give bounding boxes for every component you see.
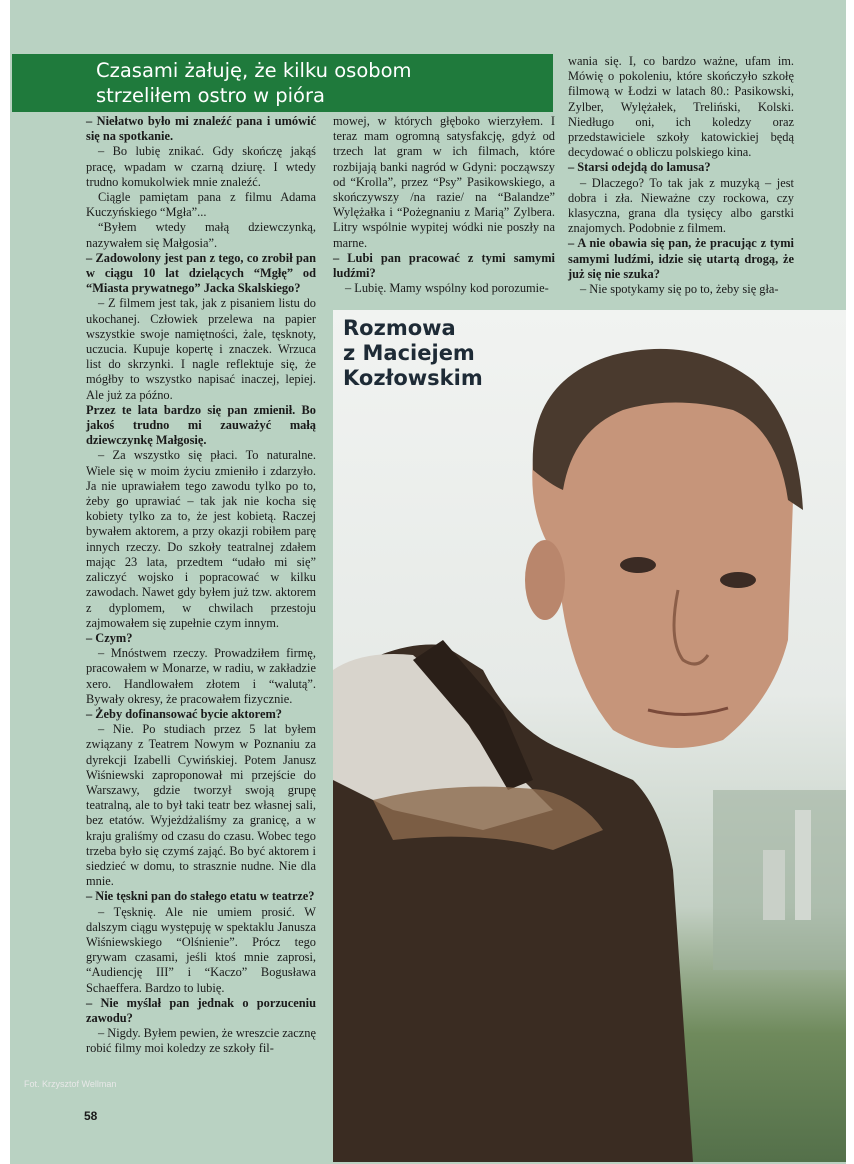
interview-question: – Czym? <box>86 630 133 645</box>
interview-question: – Niełatwo było mi znaleźć pana i umówić się na spotkanie. <box>86 114 316 144</box>
text-column-2 <box>333 114 555 296</box>
interview-title-line-3: Kozłowskim <box>343 366 483 390</box>
interview-answer: – Z filmem jest tak, jak z pisaniem listu do ukochanej. Człowiek przelewa na papier wszystkie swoje namiętności, żale, tęsknoty, uczucia. Kupuje kopertę i znaczek. Wrzuca list do skrzynki. I nagle reflektuje się, że mógłby to wszystko napisać inaczej, lepiej. Ale już za późno. <box>86 296 316 402</box>
interview-answer: – Nie spotykamy się po to, żeby się gła- <box>580 282 779 297</box>
interview-answer: – Bo lubię znikać. Gdy skończę jakąś pracę, wpadam w czarną dziurę. I wtedy trudno komukolwiek mnie znaleźć. <box>86 144 316 189</box>
interview-title-line-2: z Maciejem <box>343 341 475 365</box>
text-column-1 <box>86 114 316 1057</box>
interview-answer: – Lubię. Mamy wspólny kod porozumie- <box>345 281 549 296</box>
interview-title <box>343 316 483 391</box>
interview-answer: – Nigdy. Byłem pewien, że wreszcie zacznę robić filmy moi koledzy ze szkoły fil- <box>86 1026 316 1056</box>
article-headline <box>12 54 553 112</box>
interview-question: – Starsi odejdą do lamusa? <box>568 160 711 175</box>
interview-question: – Lubi pan pracować z tymi samymi ludźmi? <box>333 250 555 281</box>
page-number: 58 <box>84 1109 98 1123</box>
portrait-photo <box>333 310 846 1162</box>
photo-credit: Fot. Krzysztof Wellman <box>24 1079 117 1089</box>
interview-answer: mowej, w których głęboko wierzyłem. I teraz mam ogromną satysfakcję, gdyż od trzech lat gram w ich filmach, które rozbijają banki nagród w Gdyni: począwszy od “Krolla”, przez “Psy” Pasikowskiego, a skończywszy /na razie/ na “Balandze” Wylężałka i “Pożegnaniu z Marią” Zylbera. Litry wspólnie wypitej wódki nie poszły na marne. <box>333 114 555 250</box>
interview-answer: – Dlaczego? To tak jak z muzyką – jest dobra i zła. Nieważne czy rockowa, czy klasyczna, grana dla tysięcy albo garstki znajomych. Podobnie z filmem. <box>568 175 794 236</box>
headline-line-2: strzeliłem ostro w pióra <box>96 84 325 107</box>
interview-answer: wania się. I, co bardzo ważne, ufam im. Mówię o pokoleniu, które skończyło szkołę filmową w Łodzi w latach 80.: Pasikowski, Zylber, Wylężałek, Treliński, Kolski. Niedługo oni, ich koledzy oraz przedstawiciele szkoły katowickiej będą decydować o obliczu polskiego kina. <box>568 54 794 160</box>
interview-title-line-1: Rozmowa <box>343 316 456 340</box>
interview-question: – A nie obawia się pan, że pracując z tymi samymi ludźmi, idzie się utartą drogą, że już się nie szuka? <box>568 236 794 281</box>
text-column-3 <box>568 54 794 297</box>
interview-answer: – Nie. Po studiach przez 5 lat byłem związany z Teatrem Nowym w Poznaniu za dyrekcji Izabelli Cywińskiej. Potem Janusz Wiśniewski zaproponował mi przejście do Warszawy, gdzie tworzył swoją grupę teatralną, ale to był taki teatr bez własnej sali, bez etatów. Wyjeżdżaliśmy za granicę, a w kraju graliśmy od czasu do czasu. Wobec tego trzeba było się czymś zająć. Bo być aktorem i siedzieć w domu, to strasznie nudne. Nie dla mnie. <box>86 722 316 889</box>
interview-answer: Ciągle pamiętam pana z filmu Adama Kuczyńskiego “Mgła”... <box>86 190 316 220</box>
interview-answer: – Za wszystko się płaci. To naturalne. Wiele się w moim życiu zmieniło i zdarzyło. Ja nie uprawiałem tego zawodu tylko po to, żeby go uprawiać – tak jak nie kocha się kobiety tylko za to, że jest kobietą. Raczej bywałem aktorem, a przy okazji robiłem parę innych rzeczy. Do szkoły teatralnej zdałem mając 23 lata, przedtem “udało mi się” zaliczyć wojsko i popracować w kilku zawodach. Nawet gdy byłem już tzw. aktorem z dyplomem, w chwilach przestoju zajmowałem się zupełnie czym innym. <box>86 448 316 630</box>
interview-question: Przez te lata bardzo się pan zmienił. Bo jakoś trudno mi zauważyć małą dziewczynkę Małgosię. <box>86 402 316 448</box>
interview-answer: – Tęsknię. Ale nie umiem prosić. W dalszym ciągu występuję w spektaklu Janusza Wiśniewskiego “Olśnienie”. Prócz tego grywam czasami, jeśli ktoś mnie zaprosi, “Audiencję III” i “Kaczo” Bogusława Schaeffera. Bardzo to lubię. <box>86 904 316 995</box>
interview-question: – Nie tęskni pan do stałego etatu w teatrze? <box>86 889 315 904</box>
interview-question: – Żeby dofinansować bycie aktorem? <box>86 706 282 721</box>
interview-answer: – Mnóstwem rzeczy. Prowadziłem firmę, pracowałem w Monarze, w radiu, w zakładzie xero. Handlowałem złotem i “walutą”. Bywały okresy, że pracowałem fizycznie. <box>86 646 316 706</box>
portrait-illustration <box>333 310 846 1162</box>
interview-answer: “Byłem wtedy małą dziewczynką, nazywałem się Małgosia”. <box>86 220 316 250</box>
interview-question: – Nie myślał pan jednak o porzuceniu zawodu? <box>86 995 316 1025</box>
headline-line-1: Czasami żałuję, że kilku osobom <box>96 59 412 82</box>
interview-question: – Zadowolony jest pan z tego, co zrobił pan w ciągu 10 lat dzielących “Mgłę” od “Miasta prywatnego” Jacka Skalskiego? <box>86 250 316 296</box>
